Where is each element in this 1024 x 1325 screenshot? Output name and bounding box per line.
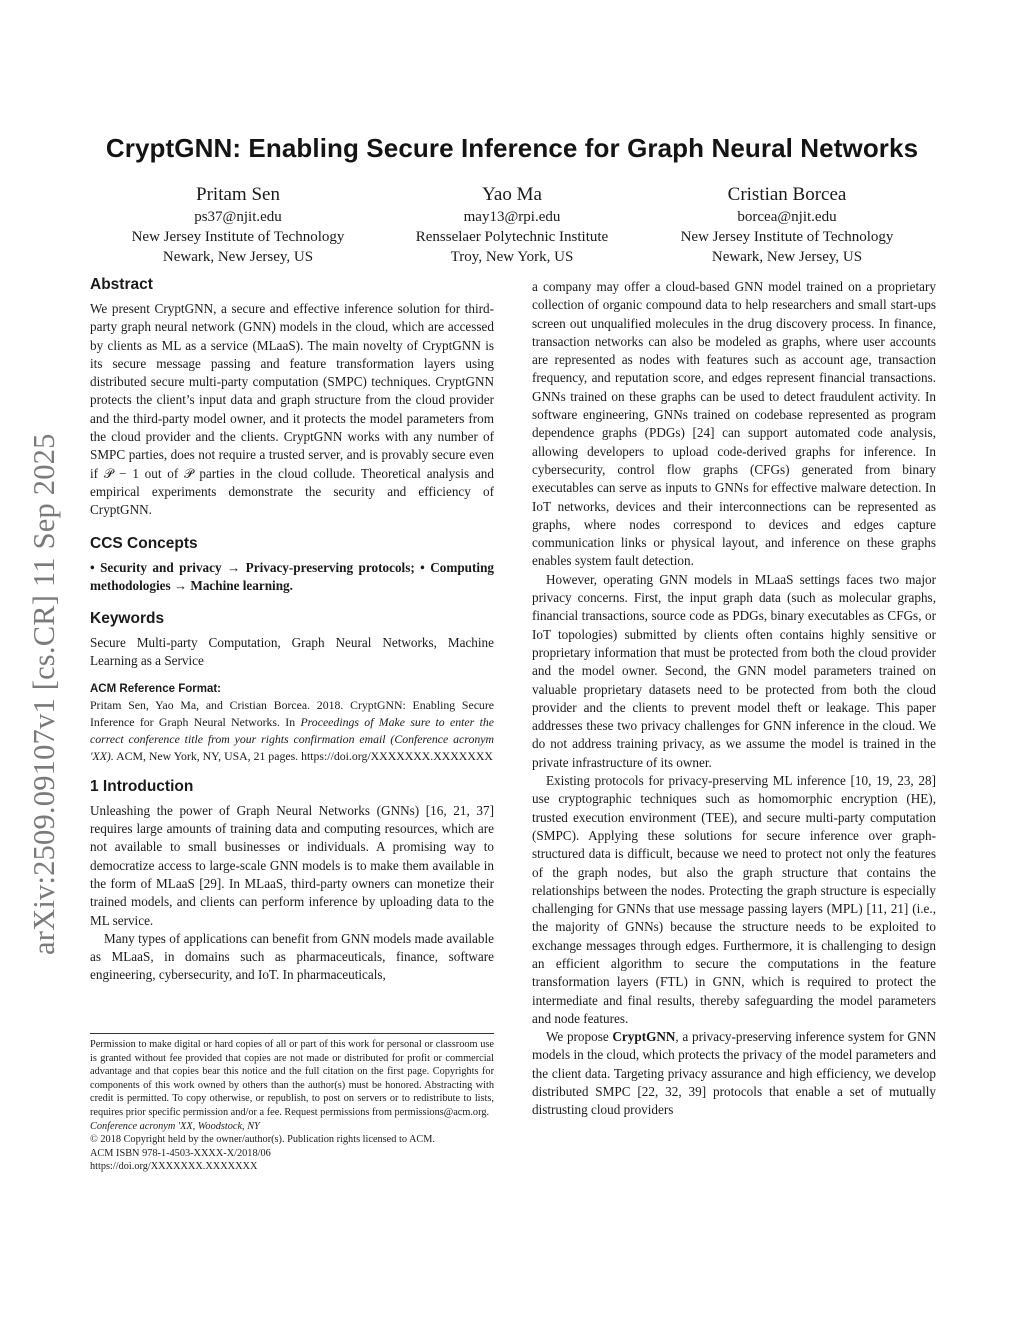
acm-reference-part: Pritam Sen, Yao Ma, and Cristian Borcea. 2018. CryptGNN: Enabling Secure Inference for Graph Neural Networks. In [90,697,494,729]
right-paragraph-2: However, operating GNN models in MLaaS settings faces two major privacy concerns. First, the input graph data (such as molecular graphs, financial transactions, source code as PDGs, binary executables as CFGs, or IoT topologies) submitted by clients often contains highly sensitive or proprietary information that must be protected from both the cloud provider and the model owner. Second, the GNN model parameters trained on valuable proprietary datasets need to be protected from both the cloud provider and the clients to prevent model theft or leakage. This paper addresses these two privacy challenges for GNN inference in the cloud. We do not address training privacy, as we assume the model is trained in the private infrastructure of its owner. [532,571,936,770]
right-paragraph-4-part: , a privacy-preserving inference system for GNN models in the cloud, which protects the privacy of the model parameters and the client data. Targeting privacy assurance and high efficiency, we develop distributed SMPC [22, 32, 39] protocols that enable a set of mutually distrusting cloud providers [532,1029,937,1118]
introduction-heading: 1 Introduction [90,777,194,795]
intro-paragraph-1: Unleashing the power of Graph Neural Networks (GNNs) [16, 21, 37] requires large amounts of training data and computing resources, which are not available to small businesses or individuals. A promising way to democratize access to large-scale GNN models is to make them available in the form of MLaaS [29]. In MLaaS, third-party owners can monetize their trained models, and clients can perform inference by uploading data to the ML service. [90,802,494,928]
copyright-line: © 2018 Copyright held by the owner/author(s). Publication rights licensed to ACM. [90,1134,436,1146]
abstract-text: We present CryptGNN, a secure and effective inference solution for third-party graph neural network (GNN) models in the cloud, which are accessed by clients as ML as a service (MLaaS). The main novelty of CryptGNN is its secure message passing and feature transformation layers using distributed secure multi-party computation (SMPC) techniques. CryptGNN protects the client’s input data and graph structure from the cloud provider and the third-party model owner, and it protects the model parameters from the cloud provider and the clients. CryptGNN works with any number of SMPC parties, does not require a trusted server, and is provably secure even if 𝒫 − 1 out of 𝒫 parties in the cloud collude. Theoretical analysis and empirical experiments demonstrate the security and efficiency of CryptGNN. [90,301,494,518]
acm-reference-text [90,697,494,765]
author-affiliation: New Jersey Institute of Technology [131,229,345,245]
abstract-heading: Abstract [90,276,153,293]
acm-reference-heading: ACM Reference Format: [90,682,221,695]
acm-reference-part: ACM, New York, NY, USA, 21 pages. https://doi.org/XXXXXXX.XXXXXXX [113,748,493,763]
author-block-1 [88,183,388,267]
author-affiliation: Rensselaer Polytechnic Institute [415,229,609,245]
paper-title: CryptGNN: Enabling Secure Inference for Graph Neural Networks [105,133,919,163]
intro-paragraph-2: Many types of applications can benefit from GNN models made available as MLaaS, in domains such as pharmaceuticals, finance, software engineering, cybersecurity, and IoT. In pharmaceuticals, [90,930,494,983]
author-block-2 [362,183,662,267]
keywords-heading: Keywords [90,610,165,628]
conference-line: Conference acronym 'XX, Woodstock, NY [90,1120,260,1132]
doi-line: https://doi.org/XXXXXXX.XXXXXXX [90,1161,258,1173]
permission-footnote [90,1033,494,1174]
author-name: Yao Ma [482,184,542,205]
author-affiliation: New Jersey Institute of Technology [680,229,894,245]
author-location: Newark, New Jersey, US [162,249,314,265]
arxiv-stamp: arXiv:2509.09107v1 [cs.CR] 11 Sep 2025 [27,433,61,955]
keywords-text: Secure Multi-party Computation, Graph Neural Networks, Machine Learning as a Service [90,635,494,669]
author-name: Cristian Borcea [727,184,847,205]
right-paragraph-4 [532,1028,936,1119]
author-block-3 [637,183,937,267]
right-column [532,278,936,1120]
system-name: CryptGNN [612,1029,676,1045]
right-paragraph-4-part: We propose [546,1029,613,1045]
ccs-heading: CCS Concepts [90,534,198,552]
isbn-line: ACM ISBN 978-1-4503-XXXX-X/2018/06 [90,1147,271,1159]
left-column [90,275,494,985]
author-location: Troy, New York, US [450,249,574,265]
author-email: may13@rpi.edu [463,209,561,225]
right-paragraph-1: a company may offer a cloud-based GNN model trained on a proprietary collection of organic compound data to help researchers and small start-ups screen out unqualified molecules in the drug discovery process. In finance, transaction networks can also be modeled as graphs, where user accounts are represented as nodes with features such as account age, transaction frequency, and reputation score, and edges represent financial transactions. GNNs trained on these graphs can be used to detect fraudulent activity. In software engineering, GNNs trained on codebase represented as program dependence graphs (PDGs) [24] can support automated code analysis, allowing developers to upload code-derived graphs for inference. In cybersecurity, control flow graphs (CFGs) generated from binary executables can serve as inputs to GNNs for effective malware detection. In IoT networks, devices and their interconnections can be represented as graphs, where nodes correspond to devices and edges capture communication links or physical layout, and inference on these graphs enables system fault detection. [532,279,936,569]
ccs-text: • Security and privacy → Privacy-preserving protocols; • Computing methodologies → Machine learning. [90,559,494,593]
right-paragraph-3: Existing protocols for privacy-preserving ML inference [10, 19, 23, 28] use cryptographic techniques such as homomorphic encryption (HE), trusted execution environment (TEE), and secure multi-party computation (SMPC). Applying these solutions for secure inference over graph-structured data is difficult, because we need to protect not only the features of the graph nodes, but also the graph structure that contains the relationships between the nodes. Protecting the graph structure is especially challenging for GNNs that use message passing layers (MPL) [11, 21] (i.e., the majority of GNNs) because the structure needs to be exploited to exchange messages through edges. Furthermore, it is challenging to design an efficient algorithm to secure the computations in the feature transformation layers (FTL) in GNN, which is required to protect the intermediate and final results, thereby safeguarding the model parameters and node features. [532,773,936,1026]
acm-reference-proceedings: Proceedings of Make sure to enter the correct conference title from your rights confirmation email (Conference acronym 'XX). [90,714,494,763]
author-location: Newark, New Jersey, US [711,249,863,265]
author-name: Pritam Sen [196,184,280,205]
author-email: ps37@njit.edu [194,209,282,225]
author-email: borcea@njit.edu [737,209,837,225]
permission-text: Permission to make digital or hard copies of all or part of this work for personal or classroom use is granted without fee provided that copies are not made or distributed for profit or commercial advantage and that copies bear this notice and the full citation on the first page. Copyrights for components of this work owned by others than the author(s) must be honored. Abstracting with credit is permitted. To copy otherwise, or republish, to post on servers or to redistribute to lists, requires prior specific permission and/or a fee. Request permissions from permissions@acm.org. [90,1039,494,1118]
